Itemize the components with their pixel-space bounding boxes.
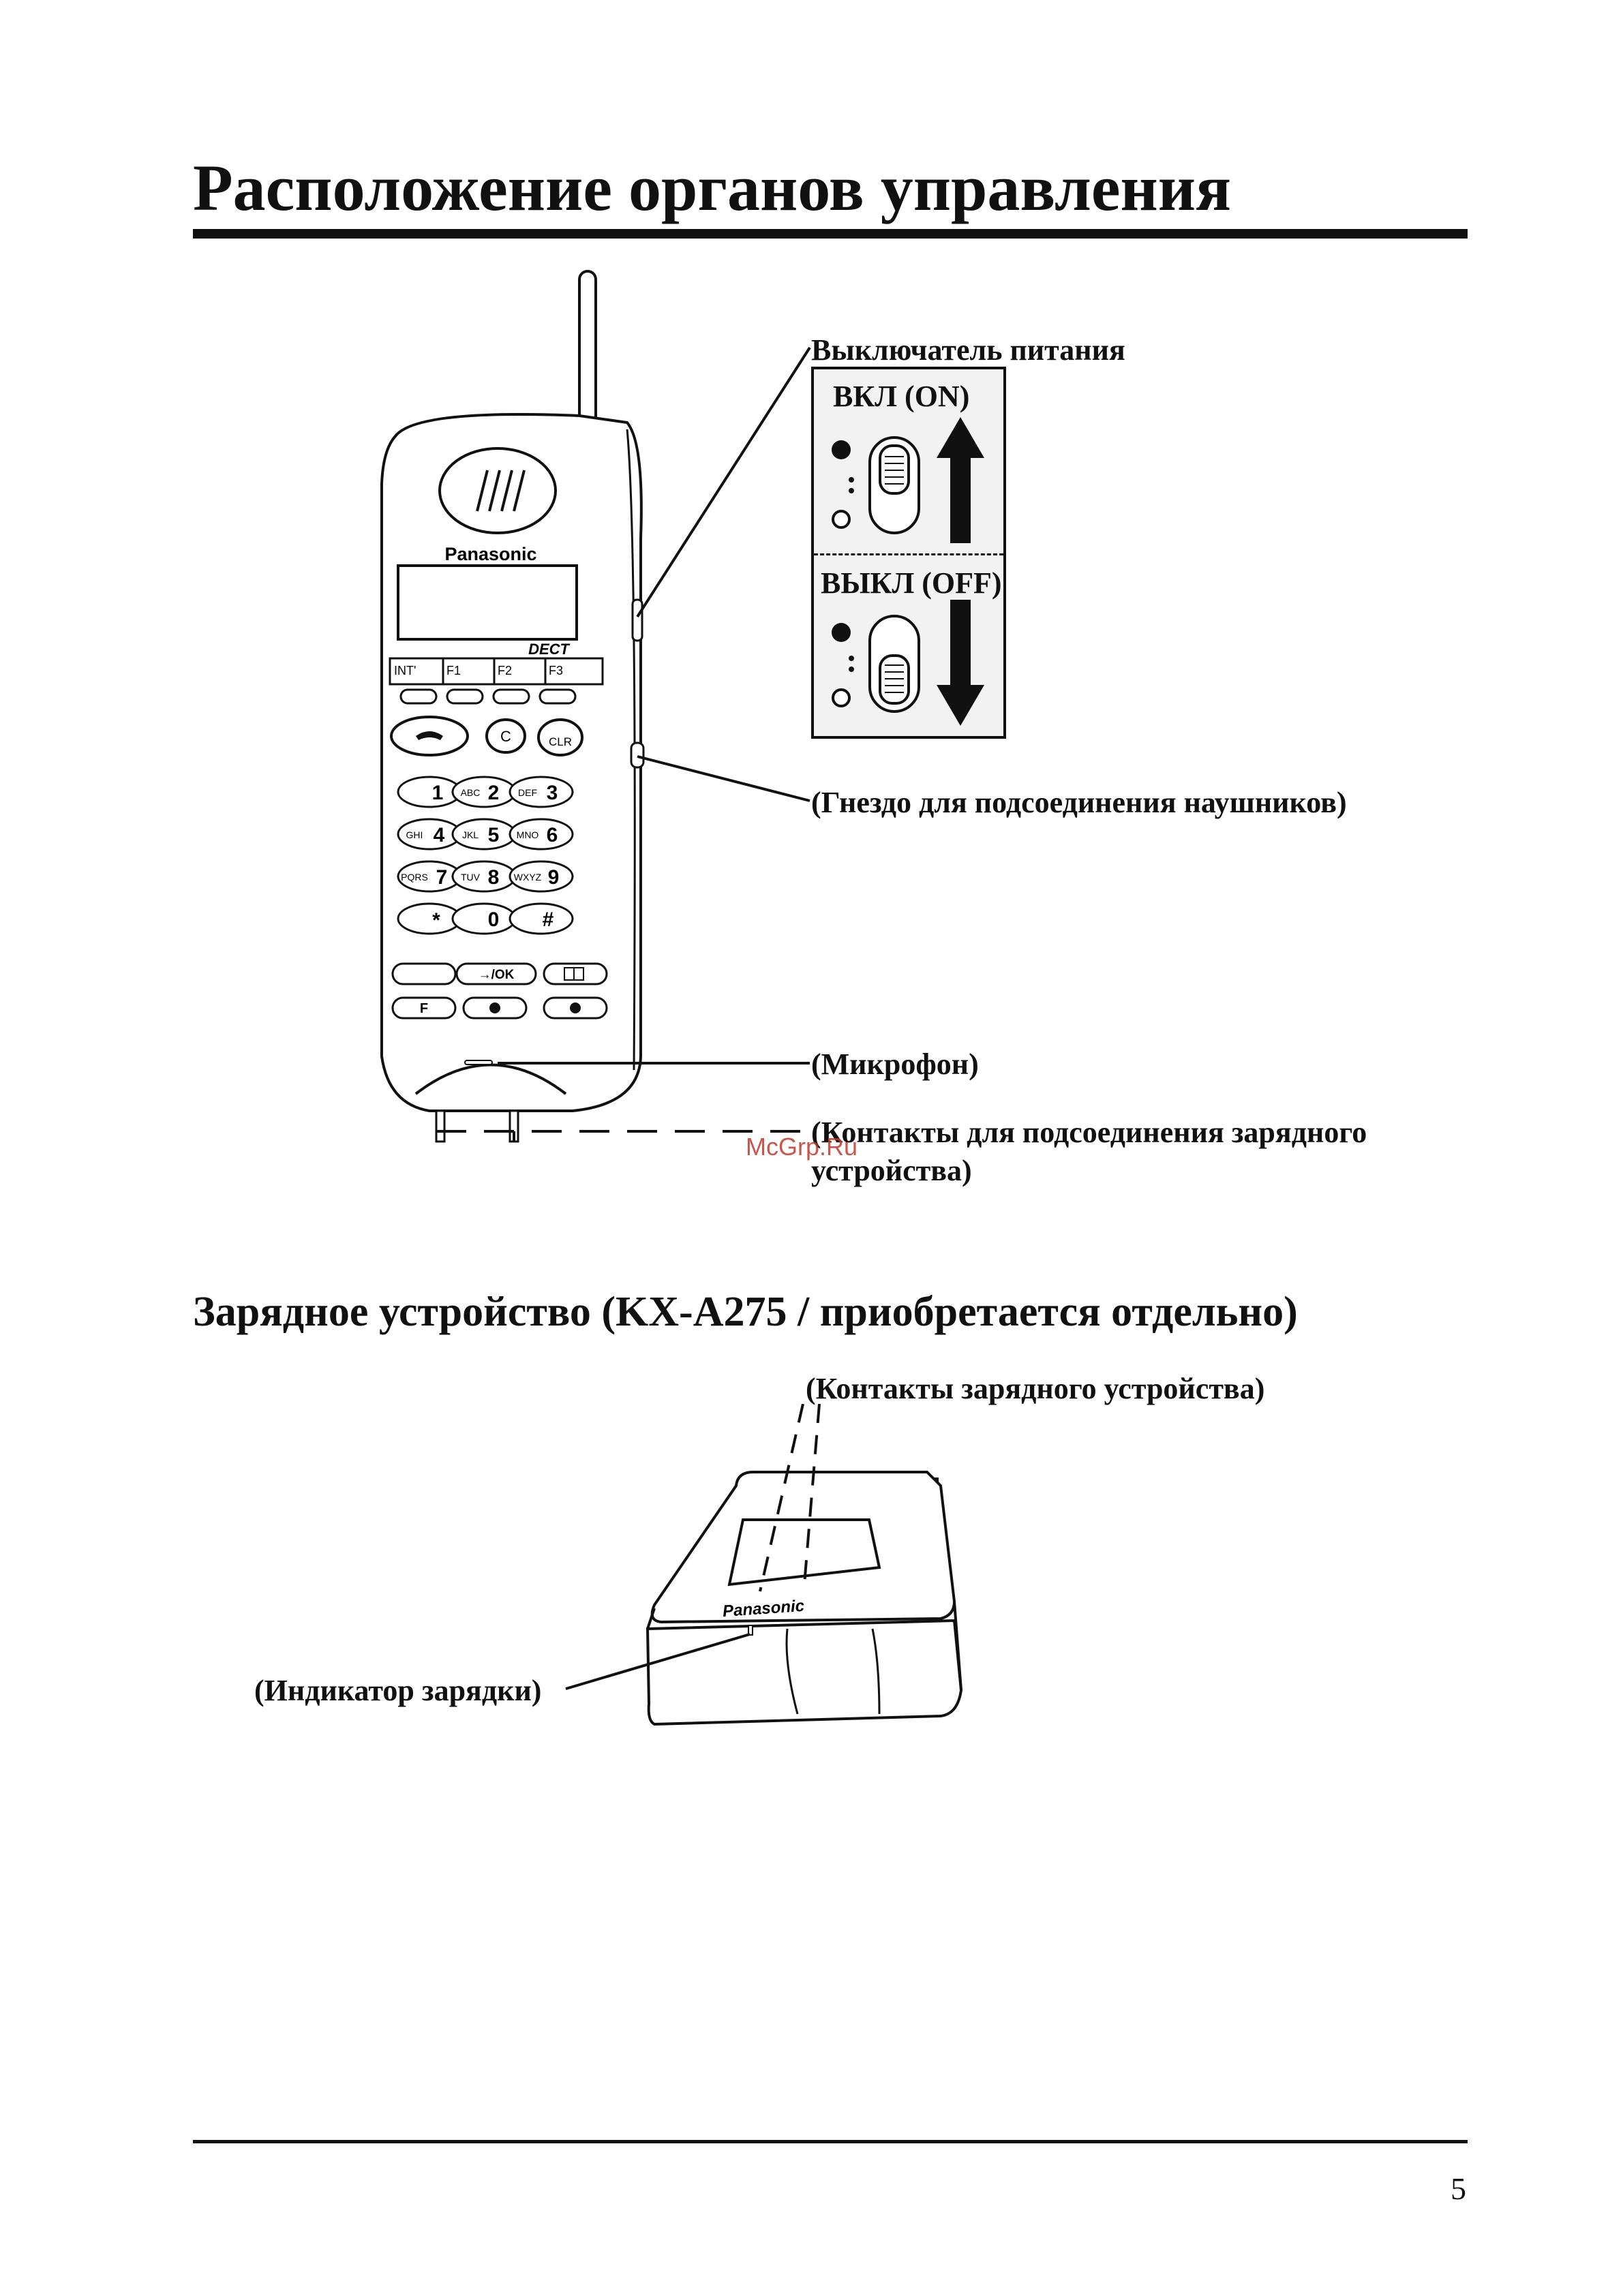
- power-switch-panel: [811, 367, 1006, 739]
- key-9-sub: WXYZ: [513, 872, 542, 883]
- switch-on-diagram: [814, 417, 1003, 553]
- softkey-label-f1: F1: [446, 664, 461, 677]
- softkey-label-f2: F2: [498, 664, 513, 677]
- key-7-label: 7: [436, 866, 448, 889]
- page-number: 5: [1451, 2171, 1466, 2206]
- dect-mark: DECT: [528, 641, 569, 658]
- charge-contacts-label-line2: устройства): [811, 1154, 972, 1187]
- headset-jack-label: (Гнездо для подсоединения наушников): [811, 786, 1347, 819]
- empty-dot-icon: [833, 690, 849, 706]
- key-1-label: 1: [431, 782, 444, 804]
- clr-button-label: CLR: [548, 735, 573, 748]
- key-4-label: 4: [433, 824, 445, 846]
- charger-brand: Panasonic: [722, 1596, 805, 1621]
- key-2-sub: ABC: [460, 787, 481, 798]
- switch-divider: [814, 553, 1003, 555]
- arrow-up-icon: [937, 417, 984, 543]
- charger-leader-lines: [0, 1567, 818, 1738]
- key-3-sub: DEF: [518, 787, 537, 798]
- key-4-sub: GHI: [406, 829, 423, 840]
- key-5-label: 5: [487, 824, 500, 846]
- filled-dot-icon: [832, 440, 851, 459]
- key-9-label: 9: [547, 866, 560, 889]
- key-5-sub: JKL: [461, 829, 479, 840]
- charge-contacts-label-line1: (Контакты для подсоединения зарядного: [811, 1116, 1367, 1149]
- footer-rule: [193, 2140, 1468, 2143]
- key-0-label: 0: [487, 908, 500, 931]
- softkey-label-f3: F3: [549, 664, 564, 677]
- page-title: Расположение органов управления: [193, 151, 1232, 224]
- arrow-down-icon: [937, 600, 984, 726]
- empty-dot-icon: [833, 511, 849, 527]
- ok-button-label: →/OK: [478, 968, 515, 982]
- key-2-label: 2: [487, 782, 500, 804]
- clear-button-label: C: [500, 728, 511, 745]
- switch-on-caption: ВКЛ (ON): [833, 380, 970, 413]
- key-3-label: 3: [546, 782, 558, 804]
- key-6-label: 6: [546, 824, 558, 846]
- key-8-label: 8: [487, 866, 500, 889]
- key-star-label: *: [432, 909, 440, 932]
- key-7-sub: PQRS: [401, 872, 428, 883]
- f-button-label: F: [419, 1001, 429, 1016]
- charge-indicator-label: (Индикатор зарядки): [254, 1674, 542, 1707]
- power-switch-label: Выключатель питания: [811, 333, 1125, 367]
- microphone-label: (Микрофон): [811, 1047, 979, 1081]
- handset-brand: Panasonic: [444, 544, 537, 564]
- switch-off-caption: ВЫКЛ (OFF): [821, 566, 1002, 600]
- watermark: McGrp.Ru: [746, 1133, 858, 1161]
- charger-contacts-label: (Контакты зарядного устройства): [806, 1372, 1265, 1405]
- key-6-sub: MNO: [516, 829, 539, 840]
- key-8-sub: TUV: [461, 872, 480, 883]
- key-hash-label: #: [542, 908, 554, 931]
- switch-off-diagram: [814, 600, 1003, 736]
- softkey-label-int: INT': [394, 664, 416, 677]
- filled-dot-icon: [832, 623, 851, 642]
- charger-section-title: Зарядное устройство (KX-A275 / приобретается отдельно): [193, 1289, 1298, 1335]
